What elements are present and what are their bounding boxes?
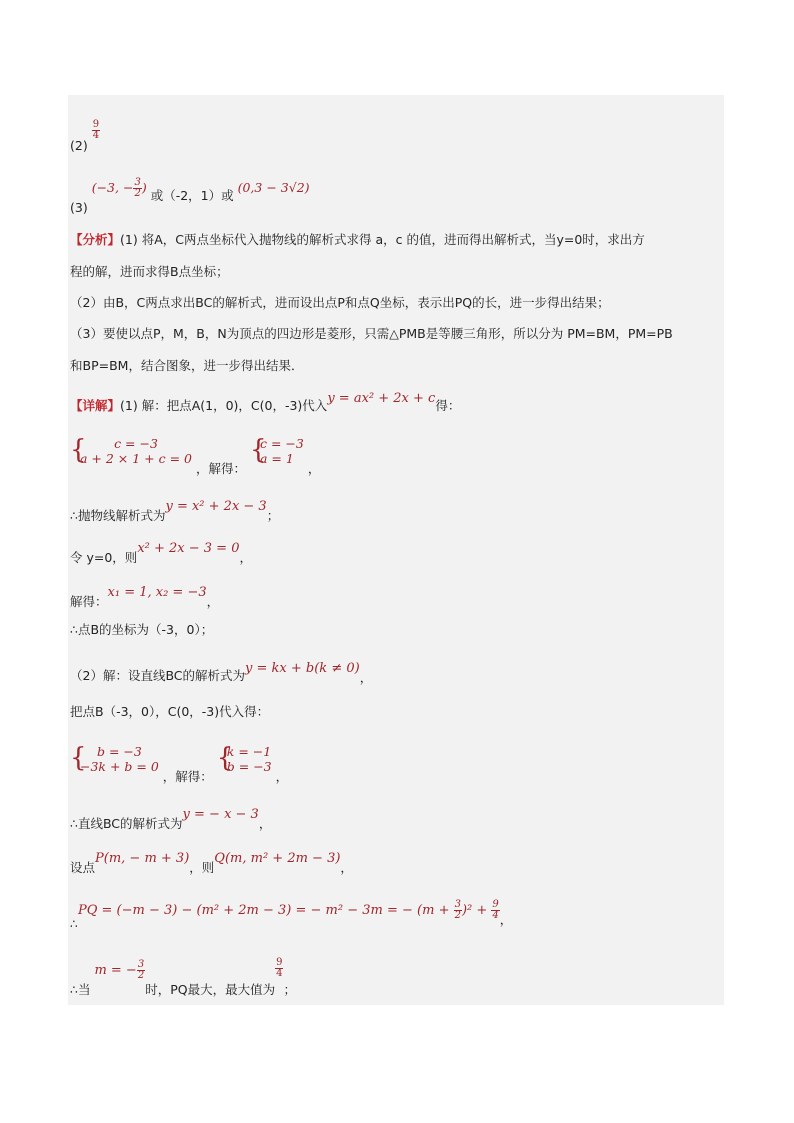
brace-icon: { — [70, 435, 87, 465]
solve-label: ，解得： — [195, 461, 246, 476]
answer-3-or: 或（-2，1）或 — [150, 188, 234, 203]
when-mid: 时，PQ最大，最大值为 — [145, 982, 276, 997]
frac-den: 4 — [276, 968, 283, 979]
analysis-line-5: 和BP=BM，结合图象，进一步得出结果． — [70, 358, 304, 373]
when-eq — [94, 959, 145, 981]
frac-den: 2 — [454, 910, 461, 921]
point1-fraction — [133, 178, 141, 199]
comma: ， — [258, 816, 272, 831]
pointB-line: ∴点B的坐标为（-3，0）； — [70, 622, 214, 637]
comma: ， — [340, 860, 353, 875]
answer-3-point1 — [91, 177, 151, 199]
system-1 — [70, 436, 192, 467]
detail-text-1: (1) 解：把点A(1，0)，C(0，-3)代入 — [120, 398, 328, 413]
when-eq-part: m = − — [94, 963, 137, 978]
solution-2-row-2: b = −3 — [226, 759, 272, 774]
point1-part-b: ) — [141, 180, 147, 195]
point1-part-a: (−3, − — [91, 180, 134, 195]
when-line — [70, 957, 296, 997]
point-Q-eq: Q(m, m² + 2m − 3) — [214, 851, 341, 866]
frac-num: 3 — [137, 959, 145, 970]
when-fraction — [137, 960, 145, 981]
semicolon: ； — [283, 982, 296, 997]
pq-fraction-2 — [491, 900, 499, 921]
analysis-line-1 — [70, 232, 645, 248]
line-general-eq: y = kx + b(k ≠ 0) — [245, 661, 360, 676]
comma: ， — [307, 461, 321, 476]
comma: ， — [499, 912, 513, 927]
roots-eq: x₁ = 1, x₂ = −3 — [107, 585, 207, 600]
parabola-general-eq: y = ax² + 2x + c — [327, 391, 436, 406]
system-1-line — [70, 435, 321, 476]
answer-2-fraction — [92, 120, 100, 141]
solve2-line — [70, 584, 220, 609]
system-2-row-2: −3k + b = 0 — [80, 759, 159, 774]
frac-den: 2 — [134, 188, 141, 199]
when-text: ∴当 — [70, 982, 91, 997]
frac-den: 4 — [492, 910, 499, 921]
brace-icon: { — [216, 743, 234, 773]
brace-icon: { — [249, 435, 267, 465]
system-1-row-2: a + 2 × 1 + c = 0 — [80, 451, 192, 466]
frac-den: 4 — [92, 130, 100, 141]
comma: ， — [206, 594, 220, 609]
brace-icon: { — [70, 743, 87, 773]
frac-den: 2 — [137, 970, 145, 981]
detail-text-1-end: 得： — [435, 398, 461, 413]
set-text: 设点 — [70, 860, 96, 875]
answer-3-point3: (0,3 − 3√2) — [237, 180, 310, 195]
point-P-eq: P(m, − m + 3) — [95, 851, 190, 866]
pq-tail: )² + — [461, 903, 492, 918]
comma: ， — [275, 769, 289, 784]
pq-eq-part: PQ = (−m − 3) − (m² + 2m − 3) = − m² − 3m = − (m + — [78, 903, 454, 918]
line-BC-line — [70, 806, 272, 831]
system-2 — [70, 744, 159, 775]
pq-fraction — [454, 900, 462, 921]
system-2-solution — [217, 744, 272, 775]
analysis-line-3: （2）由B，C两点求出BC的解析式，进而设出点P和点Q坐标，表示出PQ的长，进一步得出结果； — [70, 295, 610, 310]
system-1-solution — [250, 436, 304, 467]
quadratic-eq: x² + 2x − 3 = 0 — [137, 541, 240, 556]
set-mid: ，则 — [189, 860, 215, 875]
parabola-eq: y = x² + 2x − 3 — [165, 499, 267, 514]
system-2-line — [70, 743, 289, 784]
solution-1-row-2: a = 1 — [259, 451, 294, 466]
semicolon: ； — [266, 508, 280, 523]
let-text: 令 y=0，则 — [70, 550, 138, 565]
system-1-row-1: c = −3 — [114, 436, 158, 451]
solution-2-row-1: k = −1 — [226, 744, 272, 759]
let-line — [70, 540, 252, 565]
solution-1-row-1: c = −3 — [259, 436, 304, 451]
solve-label: ，解得： — [162, 769, 213, 784]
therefore-symbol: ∴ — [70, 917, 78, 931]
frac-num: 9 — [92, 119, 100, 130]
analysis-text-1a: (1) 将A，C两点坐标代入抛物线的解析式求得 a，c 的值，进而得出解析式，当y=0时，求出方 — [120, 232, 645, 247]
frac-num: 9 — [276, 957, 283, 968]
pq-line — [70, 899, 513, 931]
analysis-line-4: （3）要使以点P，M，B，N为顶点的四边形是菱形，只需△PMB是等腰三角形，所以分为 PM=BM，PM=PB — [70, 326, 673, 341]
line-BC-eq: y = − x − 3 — [182, 807, 259, 822]
comma: ， — [239, 550, 252, 565]
max-fraction — [275, 958, 283, 979]
part2-text: （2）解：设直线BC的解析式为 — [70, 668, 246, 683]
frac-num: 9 — [492, 899, 499, 910]
parabola-line — [70, 498, 280, 523]
substitute-line: 把点B（-3，0），C(0，-3)代入得： — [70, 704, 270, 719]
detail-line-1 — [70, 391, 461, 415]
detail-tag: 【详解】 — [70, 398, 121, 413]
answer-3-label: (3) — [70, 200, 88, 215]
line-BC-text: ∴直线BC的解析式为 — [70, 816, 183, 831]
set-PQ-line — [70, 850, 353, 875]
parabola-text: ∴抛物线解析式为 — [70, 508, 166, 523]
analysis-tag: 【分析】 — [70, 232, 121, 247]
frac-num: 3 — [454, 899, 461, 910]
part2-line — [70, 660, 373, 685]
answer-2 — [70, 118, 100, 153]
pq-expression — [78, 899, 500, 921]
answer-2-label: (2) — [70, 138, 88, 153]
analysis-line-2: 程的解，进而求得B点坐标； — [70, 264, 229, 279]
solve2-text: 解得： — [70, 594, 108, 609]
frac-num: 3 — [134, 177, 141, 188]
comma: ， — [359, 670, 373, 685]
answer-3 — [70, 177, 310, 215]
system-2-row-1: b = −3 — [96, 744, 142, 759]
